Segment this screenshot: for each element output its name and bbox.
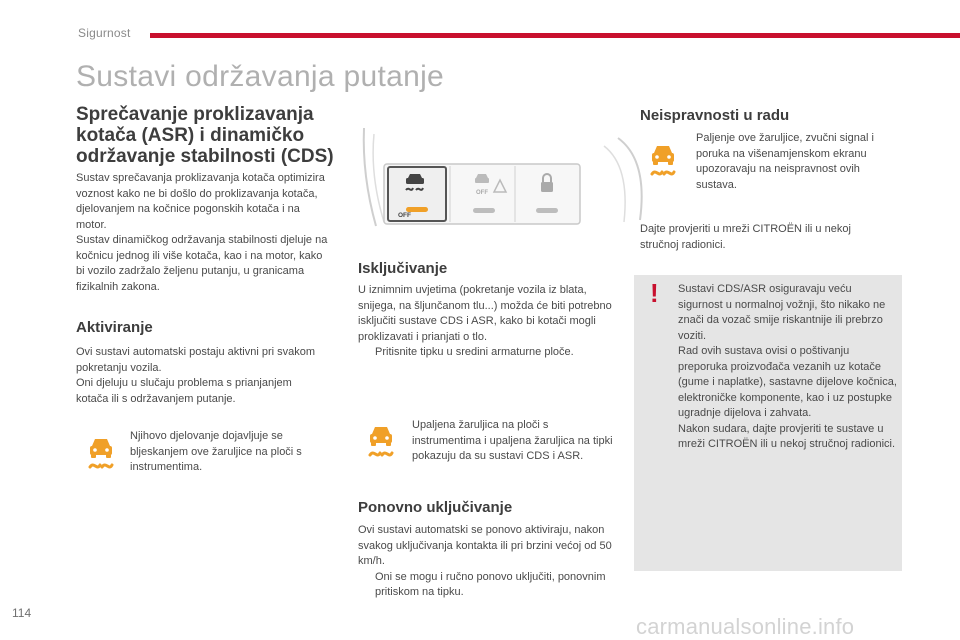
deactivation-heading: Isključivanje [358, 260, 448, 277]
warning-text [678, 282, 898, 453]
watermark: carmanualsonline.info [636, 614, 855, 639]
reactivation-bullet [358, 570, 620, 601]
malfunction-icon-note: Paljenje ove žaruljice, zvučni signal i poruka na višenamjenskom ekranu upozoravaju na neispravnost ovih sustava. [696, 132, 874, 191]
reactivation-paragraph: Ovi sustavi automatski se ponovo aktiviraju, nakon svakog uključivanja kontakta ili pri brzini većoj od 50 km/h. [358, 524, 612, 567]
reactivation-heading: Ponovno uključivanje [358, 499, 513, 516]
warning-paragraph: Rad ovih sustava ovisi o poštivanju preporuka proizvođača vezanih uz kotače (gume i naplatke), sastavne dijelove kočnica, elektroničke komponente, kao i uz postupke ugradnje dijelova i zahvata. [678, 345, 897, 419]
page-title: Sustavi održavanja putanje [76, 60, 445, 93]
activation-text [76, 345, 326, 407]
malfunction-text: Dajte provjeriti u mreži CITROËN ili u nekoj stručnoj radionici. [640, 223, 851, 251]
deactivation-icon-note: Upaljena žaruljica na ploči s instrumentima i upaljena žaruljica na tipki pokazuju da su sustavi CDS i ASR. [412, 419, 613, 462]
main-heading: Sprečavanje proklizavanja kotača (ASR) i dinamičko održavanje stabilnosti (CDS) [76, 104, 334, 167]
intro-text [76, 171, 328, 295]
section-label: Sigurnost [78, 26, 131, 40]
off-button-label: OFF [398, 212, 411, 219]
skid-warning-icon [86, 434, 116, 472]
warning-paragraph: Sustavi CDS/ASR osiguravaju veću sigurnost u normalnoj vožnji, što nikako ne znači da vozač smije riskantnije ili prebrzo voziti. [678, 283, 886, 342]
warning-paragraph: Nakon sudara, dajte provjeriti te sustave u mreži CITROËN ili u nekoj stručnoj radionici. [678, 422, 896, 450]
malfunction-heading: Neispravnosti u radu [640, 107, 790, 124]
deactivation-bullet-text: Pritisnite tipku u sredini armaturne ploče. [375, 346, 574, 358]
activation-paragraph: Oni djeluju u slučaju problema s prianjanjem kotača ili s održavanjem putanje. [76, 377, 292, 405]
deactivation-bullet [358, 345, 620, 361]
reactivation-bullet-text: Oni se mogu i ručno ponovo uključiti, ponovnim pritiskom na tipku. [375, 570, 606, 598]
activation-heading: Aktiviranje [76, 319, 153, 336]
intro-paragraph: Sustav sprečavanja proklizavanja kotača optimizira voznost kako ne bi došlo do proklizavanja kotača, djelovanjem na kočnice pogonskih kotača i na motor. [76, 172, 325, 231]
skid-off-icon [366, 422, 396, 460]
bullet-marker [358, 570, 366, 601]
reactivation-text [358, 523, 620, 601]
park-assist-off-label: OFF [476, 190, 488, 196]
activation-paragraph: Ovi sustavi automatski postaju aktivni pri svakom pokretanju vozila. [76, 346, 316, 374]
activation-icon-note: Njihovo djelovanje dojavljuje se bljeskanjem ove žaruljice na ploči s instrumentima. [130, 430, 302, 473]
deactivation-paragraph: U iznimnim uvjetima (pokretanje vozila iz blata, snijega, na šljunčanom tlu...) možda će biti potrebno isključiti sustave CDS i ASR, kako bi kotači mogli proklizavati i prianjati o tlo. [358, 284, 612, 343]
bullet-marker [358, 345, 366, 361]
page-number: 114 [12, 606, 32, 620]
intro-paragraph: Sustav dinamičkog održavanja stabilnosti djeluje na kočnicu jednog ili više kotača, kao i na motor, kako bi vozilo zadržalo željenu putanju, u granicama fizikalnih zakona. [76, 234, 328, 293]
header-rule [150, 33, 960, 38]
warning-mark: ! [650, 278, 659, 308]
skid-warning-icon [648, 141, 678, 179]
deactivation-text [358, 283, 620, 361]
